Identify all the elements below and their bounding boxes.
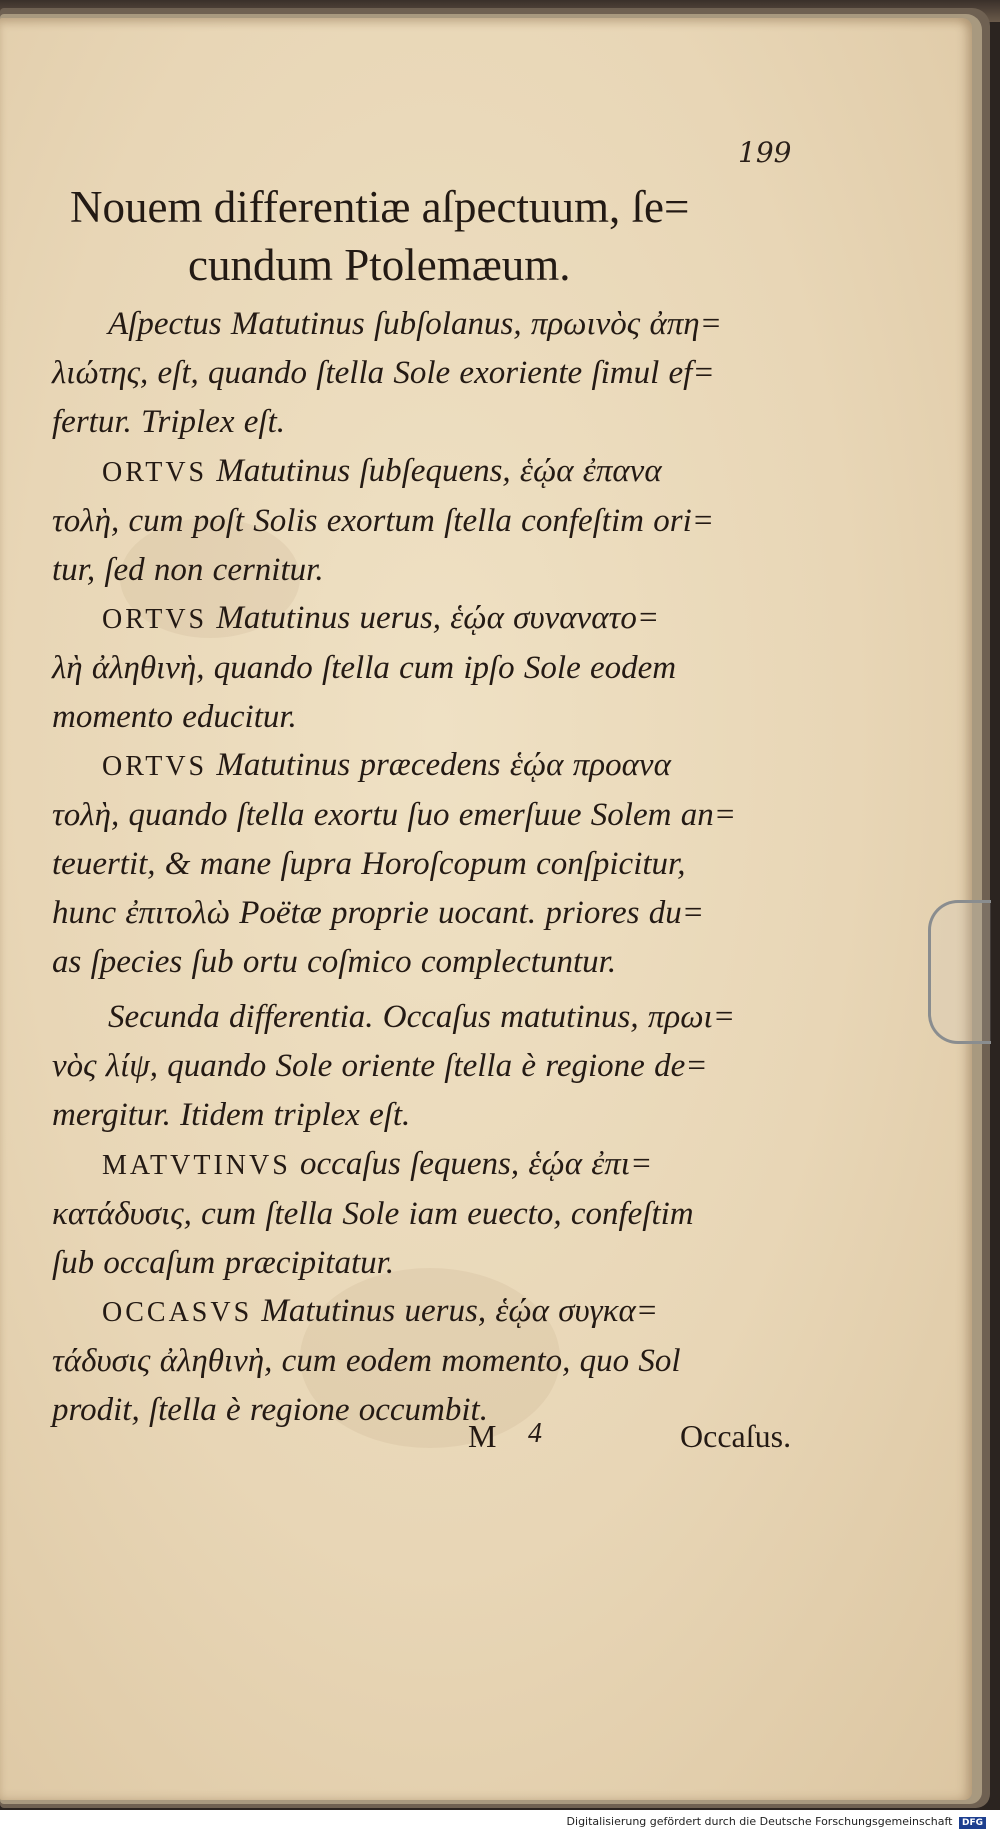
page-title <box>70 178 790 294</box>
page-number: 199 <box>738 136 792 169</box>
paragraph-ortus-uerus <box>52 594 797 742</box>
small-caps-lead: OCCASVS <box>102 1297 253 1328</box>
text-line: momento educitur. <box>52 699 297 735</box>
text-line: λὴ ἀληθινὴ, quando ſtella cum ipſo Sole eodem <box>52 650 677 686</box>
text-line: tur, ſed non cernitur. <box>52 552 324 588</box>
text-line: κατάδυσις, cum ſtella Sole iam euecto, confeſtim <box>52 1196 694 1232</box>
catchword: Occaſus. <box>680 1418 792 1454</box>
text-span: occaſus ſequens, ἑῴα ἐπι= <box>290 1146 653 1182</box>
text-line <box>52 1287 797 1337</box>
text-line <box>52 741 797 791</box>
paragraph-matutinus-occasus <box>52 1140 797 1288</box>
small-caps-lead: ORTVS <box>102 751 208 782</box>
text-line: τολὴ, quando ſtella exortu ſuo emerſuue Solem an= <box>52 797 736 833</box>
text-line: Secunda differentia. Occaſus matutinus, πρωι= <box>108 999 735 1035</box>
paper-clip <box>928 900 991 1044</box>
paragraph-ortus-subsequens <box>52 447 797 595</box>
title-line-2: cundum Ptolemæum. <box>188 240 571 290</box>
text-span: Matutinus præcedens ἑῴα προανα <box>207 747 671 783</box>
small-caps-lead: ORTVS <box>102 604 208 635</box>
text-line: νὸς λίψ, quando Sole oriente ſtella è regione de= <box>52 1048 708 1084</box>
text-line: τάδυσις ἀληθινὴ, cum eodem momento, quo Sol <box>52 1343 681 1379</box>
paragraph-occasus-uerus <box>52 1287 797 1435</box>
small-caps-lead: MATVTINVS <box>102 1150 291 1181</box>
text-line: hunc ἐπιτολὼ Poëtæ proprie uocant. priores du= <box>52 895 704 931</box>
signature-number: 4 <box>528 1418 542 1449</box>
text-span: Matutinus uerus, ἑῴα συνανατο= <box>207 600 660 636</box>
text-line <box>52 1140 797 1190</box>
signature-mark: M <box>468 1418 497 1454</box>
text-line <box>52 447 797 497</box>
text-line: fertur. Triplex eſt. <box>52 404 285 440</box>
dfg-logo: DFG <box>959 1817 986 1829</box>
paragraph-ortus-praecedens <box>52 741 797 987</box>
text-line <box>52 594 797 644</box>
text-line: mergitur. Itidem triplex eſt. <box>52 1097 411 1133</box>
text-line: λιώτης, eſt, quando ſtella Sole exoriente ſimul ef= <box>52 355 715 391</box>
title-line-1: Nouem differentiæ aſpectuum, ſe= <box>70 182 690 232</box>
book-page <box>0 18 972 1800</box>
small-caps-lead: ORTVS <box>102 457 208 488</box>
text-line: as ſpecies ſub ortu coſmico complectuntur. <box>52 944 617 980</box>
text-span: Matutinus ſubſequens, ἑῴα ἐπανα <box>207 453 662 489</box>
paragraph-secunda-differentia <box>52 993 797 1140</box>
text-line: τολὴ, cum poſt Solis exortum ſtella confeſtim ori= <box>52 503 715 539</box>
text-line: Aſpectus Matutinus ſubſolanus, πρωινὸς ἀπη= <box>108 306 722 342</box>
credit-text: Digitalisierung gefördert durch die Deutsche Forschungsgemeinschaft <box>566 1815 953 1828</box>
text-line: teuertit, & mane ſupra Horoſcopum conſpicitur, <box>52 846 686 882</box>
text-span: Matutinus uerus, ἑῴα συγκα= <box>252 1293 659 1329</box>
text-line: ſub occaſum præcipitatur. <box>52 1245 395 1281</box>
paragraph-aspectus <box>52 300 797 447</box>
text-line: prodit, ſtella è regione occumbit. <box>52 1392 488 1428</box>
funding-credit <box>567 1815 986 1829</box>
